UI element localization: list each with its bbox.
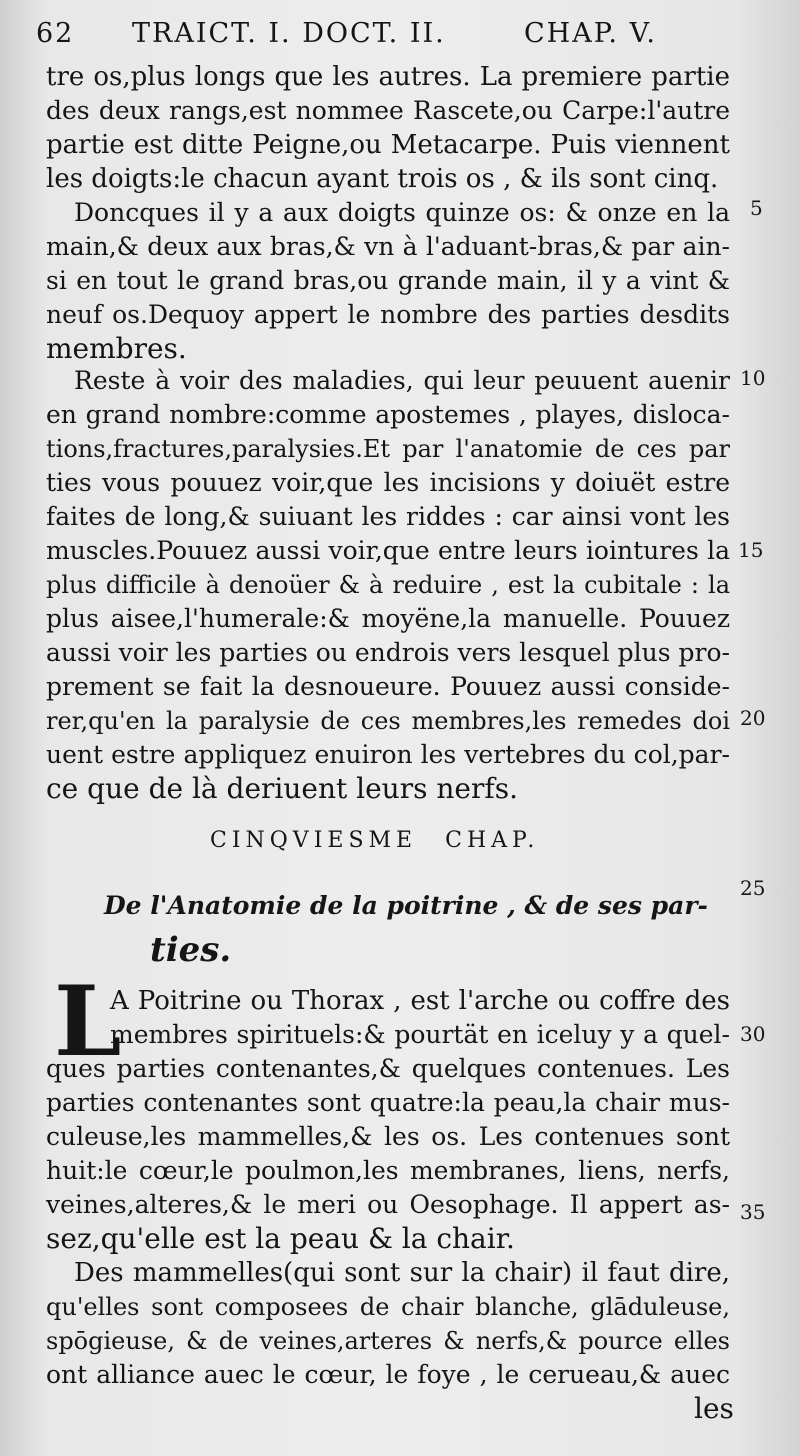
text-line: faites de long,& suiuant les riddes : car ainsi vont les (46, 502, 730, 531)
text-line: Des mammelles(qui sont sur la chair) il faut dire, (74, 1258, 730, 1288)
text-line: neuf os.Dequoy appert le nombre des parties desdits (46, 300, 730, 329)
text-line: membres spirituels:& pourtät en iceluy y a quel- (110, 1020, 730, 1049)
text-line: A Poitrine ou Thorax , est l'arche ou coffre des (110, 986, 730, 1016)
text-line: tions,fractures,paralysies.Et par l'anatomie de ces par (46, 435, 730, 463)
text-line: membres. (46, 332, 187, 365)
page-number: 62 (36, 18, 75, 49)
text-line: les doigts:le chacun ayant trois os , & ils sont cinq. (46, 164, 719, 194)
line-number: 20 (740, 706, 766, 730)
text-line: muscles.Pouuez aussi voir,que entre leurs iointures la (46, 536, 730, 565)
chapter-heading-word: CHAP. (445, 828, 540, 853)
line-number: 30 (740, 1022, 766, 1046)
text-line: ce que de là deriuent leurs nerfs. (46, 772, 518, 805)
chapter-heading-word: CINQVIESME (210, 828, 418, 853)
text-line: ont alliance auec le cœur, le foye , le cerueau,& auec (46, 1360, 730, 1389)
line-number: 25 (740, 876, 766, 900)
text-line: plus difficile à denoüer & à reduire , est la cubitale : la (46, 571, 730, 599)
line-number: 15 (738, 538, 764, 562)
chapter-heading (210, 828, 567, 853)
text-line: partie est ditte Peigne,ou Metacarpe. Puis viennent (46, 130, 730, 160)
chapter-title: ties. (150, 930, 232, 970)
line-number: 35 (740, 1200, 766, 1224)
text-line: tre os,plus longs que les autres. La premiere partie (46, 62, 730, 92)
text-line: plus aisee,l'humerale:& moyëne,la manuelle. Pouuez (46, 604, 730, 633)
text-line: culeuse,les mammelles,& les os. Les contenues sont (46, 1122, 730, 1151)
text-line: spōgieuse, & de veines,arteres & nerfs,& pource elles (46, 1327, 730, 1355)
text-line: parties contenantes sont quatre:la peau,la chair mus- (46, 1088, 730, 1117)
line-number: 5 (750, 196, 763, 220)
text-line: main,& deux aux bras,& vn à l'aduant-bras,& par ain- (46, 232, 730, 261)
text-line: prement se fait la desnoueure. Pouuez aussi conside- (46, 672, 730, 701)
text-line: ties vous pouuez voir,que les incisions y doiuët estre (46, 468, 730, 497)
text-line: si en tout le grand bras,ou grande main, il y a vint & (46, 266, 730, 295)
chapter-marker: CHAP. V. (524, 18, 657, 49)
text-line: ques parties contenantes,& quelques contenues. Les (46, 1054, 730, 1083)
text-line: en grand nombre:comme apostemes , playes, disloca- (46, 400, 730, 429)
text-line: huit:le cœur,le poulmon,les membranes, liens, nerfs, (46, 1156, 730, 1185)
drop-cap: L (54, 965, 122, 1078)
text-line: aussi voir les parties ou endrois vers lesquel plus pro- (46, 638, 730, 667)
chapter-title: De l'Anatomie de la poitrine , & de ses par- (104, 891, 708, 920)
text-line: rer,qu'en la paralysie de ces membres,les remedes doi (46, 707, 730, 735)
text-line: Doncques il y a aux doigts quinze os: & onze en la (74, 198, 730, 227)
text-line: sez,qu'elle est la peau & la chair. (46, 1222, 515, 1255)
line-number: 10 (740, 366, 766, 390)
catchword: les (694, 1392, 734, 1425)
running-header (36, 18, 656, 58)
text-line: uent estre appliquez enuiron les vertebres du col,par- (46, 740, 730, 769)
text-line: veines,alteres,& le meri ou Oesophage. Il appert as- (46, 1190, 730, 1219)
running-title: TRAICT. I. DOCT. II. (132, 18, 446, 49)
text-line: qu'elles sont composees de chair blanche, glāduleuse, (46, 1293, 730, 1321)
text-line: Reste à voir des maladies, qui leur peuuent auenir (74, 366, 730, 395)
text-line: des deux rangs,est nommee Rascete,ou Carpe:l'autre (46, 96, 730, 125)
